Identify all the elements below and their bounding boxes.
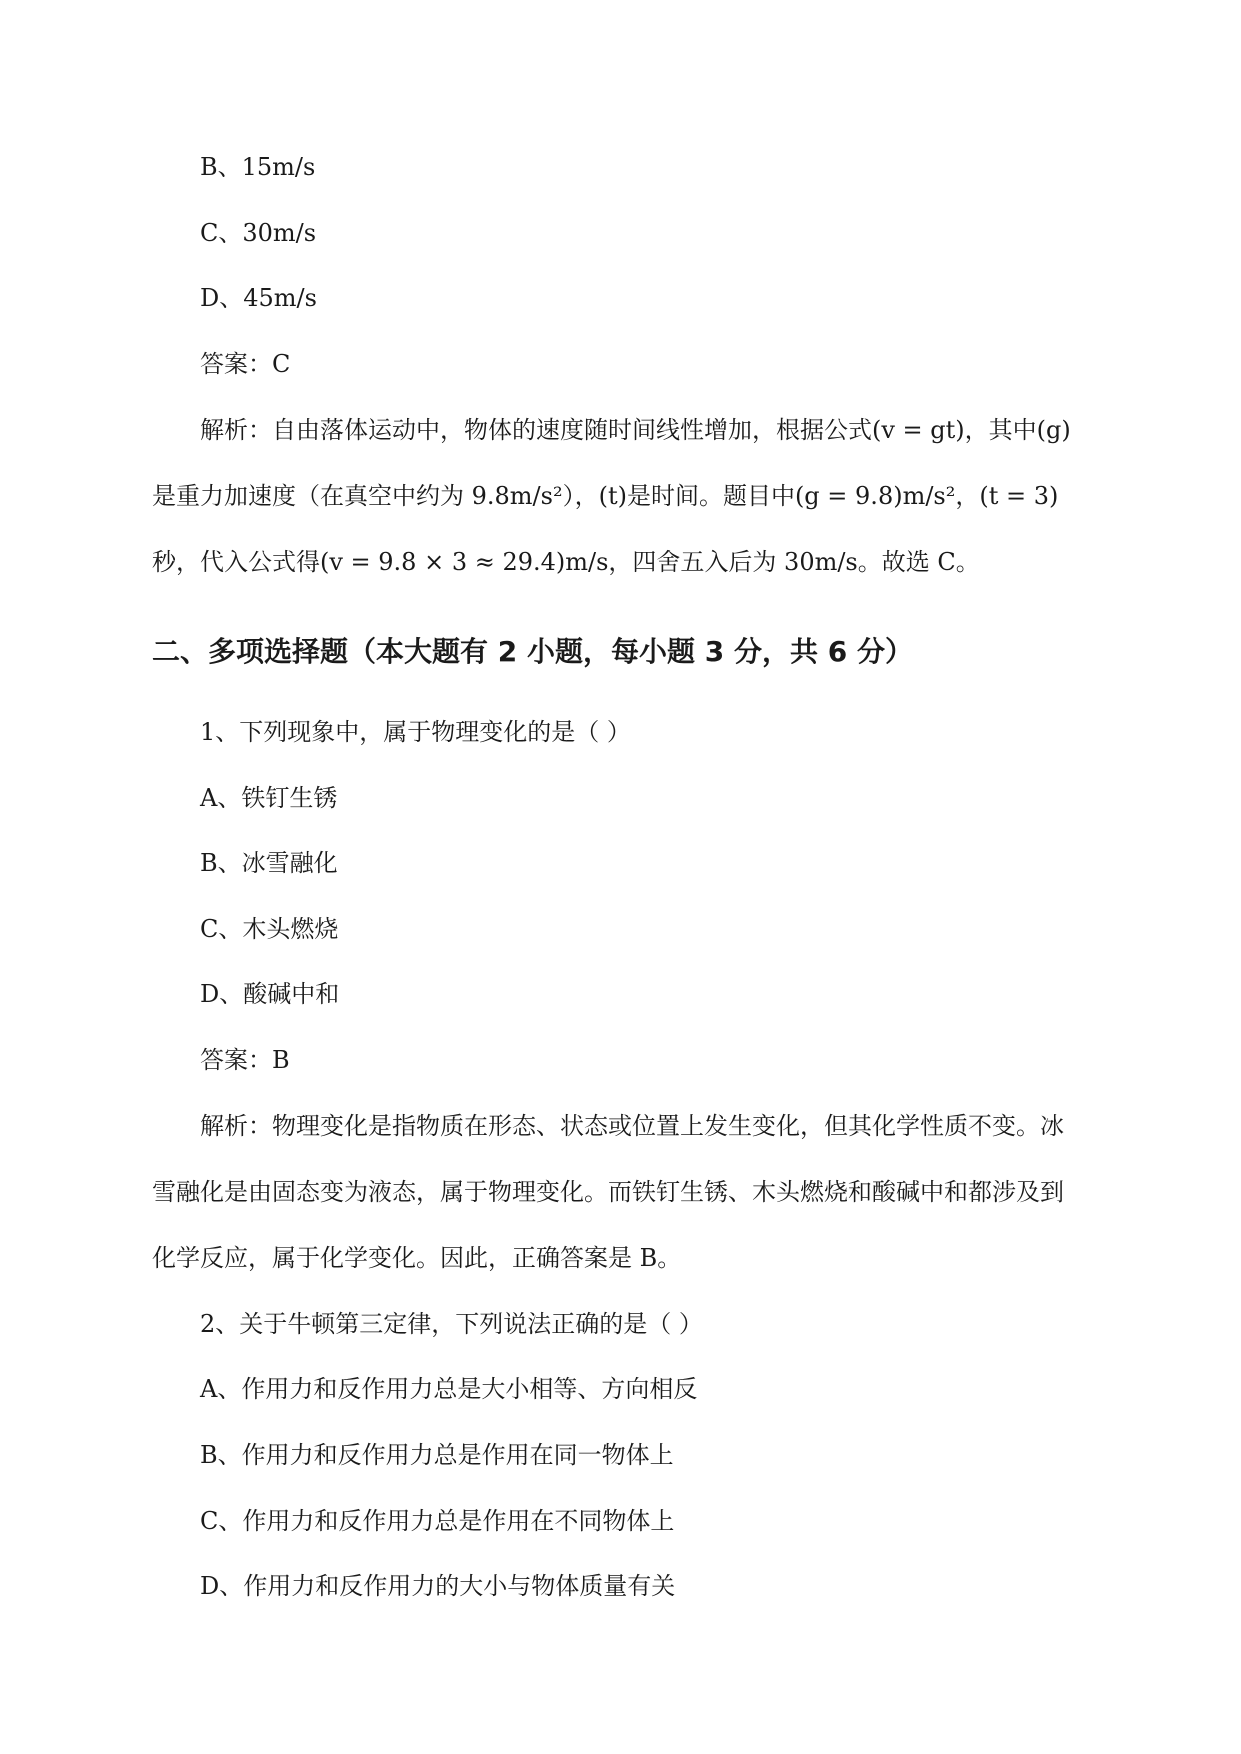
q2-option-b: B、作用力和反作用力总是作用在同一物体上	[200, 1441, 674, 1469]
section-heading: 二、多项选择题（本大题有 2 小题，每小题 3 分，共 6 分）	[152, 635, 913, 668]
q1-analysis-line-2: 雪融化是由固态变为液态，属于物理变化。而铁钉生锈、木头燃烧和酸碱中和都涉及到	[152, 1178, 1064, 1206]
prev-option-d: D、45m/s	[200, 284, 317, 312]
prev-option-c: C、30m/s	[200, 219, 317, 247]
prev-analysis-line-1: 解析：自由落体运动中，物体的速度随时间线性增加，根据公式(v = gt)，其中(g)	[200, 416, 1071, 444]
q1-analysis-line-3: 化学反应，属于化学变化。因此，正确答案是 B。	[152, 1244, 682, 1272]
q2-option-a: A、作用力和反作用力总是大小相等、方向相反	[200, 1375, 698, 1403]
q2-stem: 2、关于牛顿第三定律，下列说法正确的是（ ）	[200, 1310, 703, 1338]
q1-option-a: A、铁钉生锈	[200, 784, 338, 812]
q1-stem: 1、下列现象中，属于物理变化的是（ ）	[200, 718, 631, 746]
q1-answer: 答案：B	[200, 1046, 290, 1074]
q1-option-d: D、酸碱中和	[200, 980, 340, 1008]
q1-option-c: C、木头燃烧	[200, 915, 339, 943]
prev-option-b: B、15m/s	[200, 153, 316, 181]
q1-analysis-line-1: 解析：物理变化是指物质在形态、状态或位置上发生变化，但其化学性质不变。冰	[200, 1112, 1064, 1140]
q2-option-d: D、作用力和反作用力的大小与物体质量有关	[200, 1572, 676, 1600]
q1-option-b: B、冰雪融化	[200, 849, 338, 877]
prev-answer: 答案：C	[200, 350, 291, 378]
prev-analysis-line-2: 是重力加速度（在真空中约为 9.8m/s²），(t)是时间。题目中(g = 9.8)m/s²，(t = 3)	[152, 482, 1059, 510]
prev-analysis-line-3: 秒，代入公式得(v = 9.8 × 3 ≈ 29.4)m/s，四舍五入后为 30m/s。故选 C。	[152, 548, 980, 576]
q2-option-c: C、作用力和反作用力总是作用在不同物体上	[200, 1507, 675, 1535]
